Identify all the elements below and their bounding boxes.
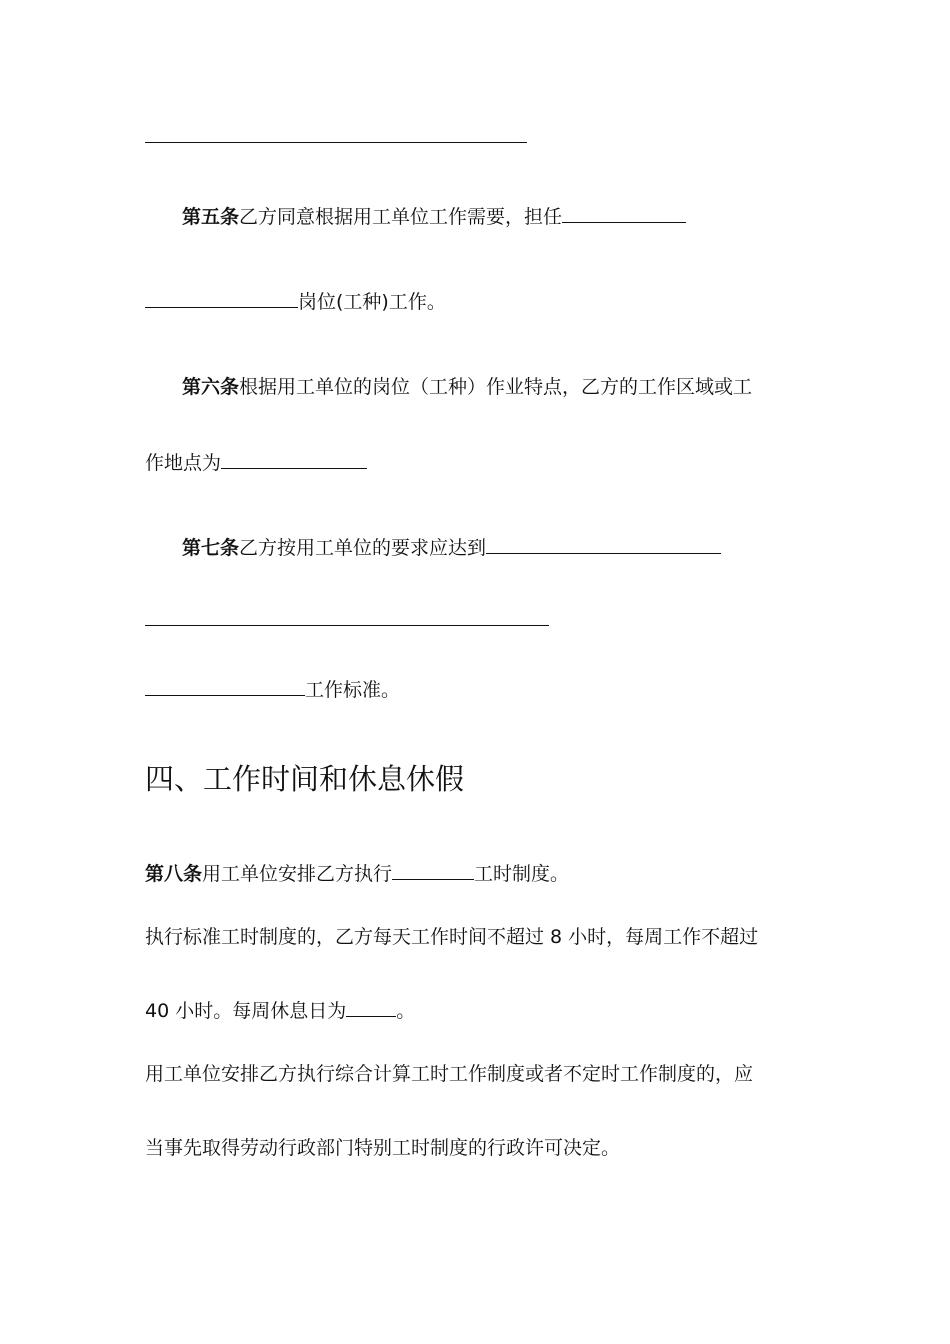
article-8-para-2-line-1 bbox=[145, 924, 758, 950]
article-text: 工时制度。 bbox=[474, 863, 570, 885]
blank-line bbox=[145, 142, 527, 143]
article-8-para-3-line-1 bbox=[145, 1061, 753, 1087]
article-label: 第五条 bbox=[182, 206, 240, 228]
section-heading: 四、工作时间和休息休假 bbox=[145, 762, 465, 796]
article-text: 根据用工单位的岗位（工种）作业特点，乙方的工作区域或工 bbox=[239, 376, 753, 398]
article-7-line-3 bbox=[145, 677, 400, 703]
fill-blank bbox=[562, 206, 686, 223]
article-text: 用工单位安排乙方执行综合计算工时工作制度或者不定时工作制度的，应 bbox=[145, 1063, 754, 1085]
article-text: 用工单位安排乙方执行 bbox=[202, 863, 393, 885]
article-text: 乙方同意根据用工单位工作需要，担任 bbox=[239, 206, 563, 228]
fill-blank bbox=[486, 537, 721, 554]
article-text: 岗位(工种)工作。 bbox=[298, 291, 446, 313]
fill-blank bbox=[392, 863, 474, 880]
article-6-line-2 bbox=[145, 450, 367, 476]
article-5-line-1 bbox=[182, 204, 686, 230]
article-7-line-1 bbox=[182, 535, 721, 561]
article-label: 第八条 bbox=[145, 863, 203, 885]
article-text: 。 bbox=[396, 1000, 416, 1022]
article-label: 第七条 bbox=[182, 537, 240, 559]
article-text: 作地点为 bbox=[145, 452, 222, 474]
article-8-para-3-line-2 bbox=[145, 1135, 620, 1161]
blank-line bbox=[145, 625, 549, 626]
fill-blank bbox=[145, 291, 298, 308]
article-label: 第六条 bbox=[182, 376, 240, 398]
fill-blank bbox=[221, 452, 367, 469]
article-5-line-2 bbox=[145, 289, 446, 315]
article-text: 当事先取得劳动行政部门特别工时制度的行政许可决定。 bbox=[145, 1137, 621, 1159]
fill-blank bbox=[145, 679, 305, 696]
article-text: 40 小时。每周休息日为 bbox=[145, 1000, 347, 1022]
article-8-para-2-line-2 bbox=[145, 998, 415, 1024]
article-8-line-1 bbox=[145, 861, 569, 887]
article-6-line-1 bbox=[182, 374, 752, 400]
fill-blank bbox=[346, 1000, 396, 1017]
article-text: 乙方按用工单位的要求应达到 bbox=[239, 537, 487, 559]
article-text: 工作标准。 bbox=[305, 679, 401, 701]
article-text: 执行标准工时制度的，乙方每天工作时间不超过 8 小时，每周工作不超过 bbox=[145, 926, 759, 948]
